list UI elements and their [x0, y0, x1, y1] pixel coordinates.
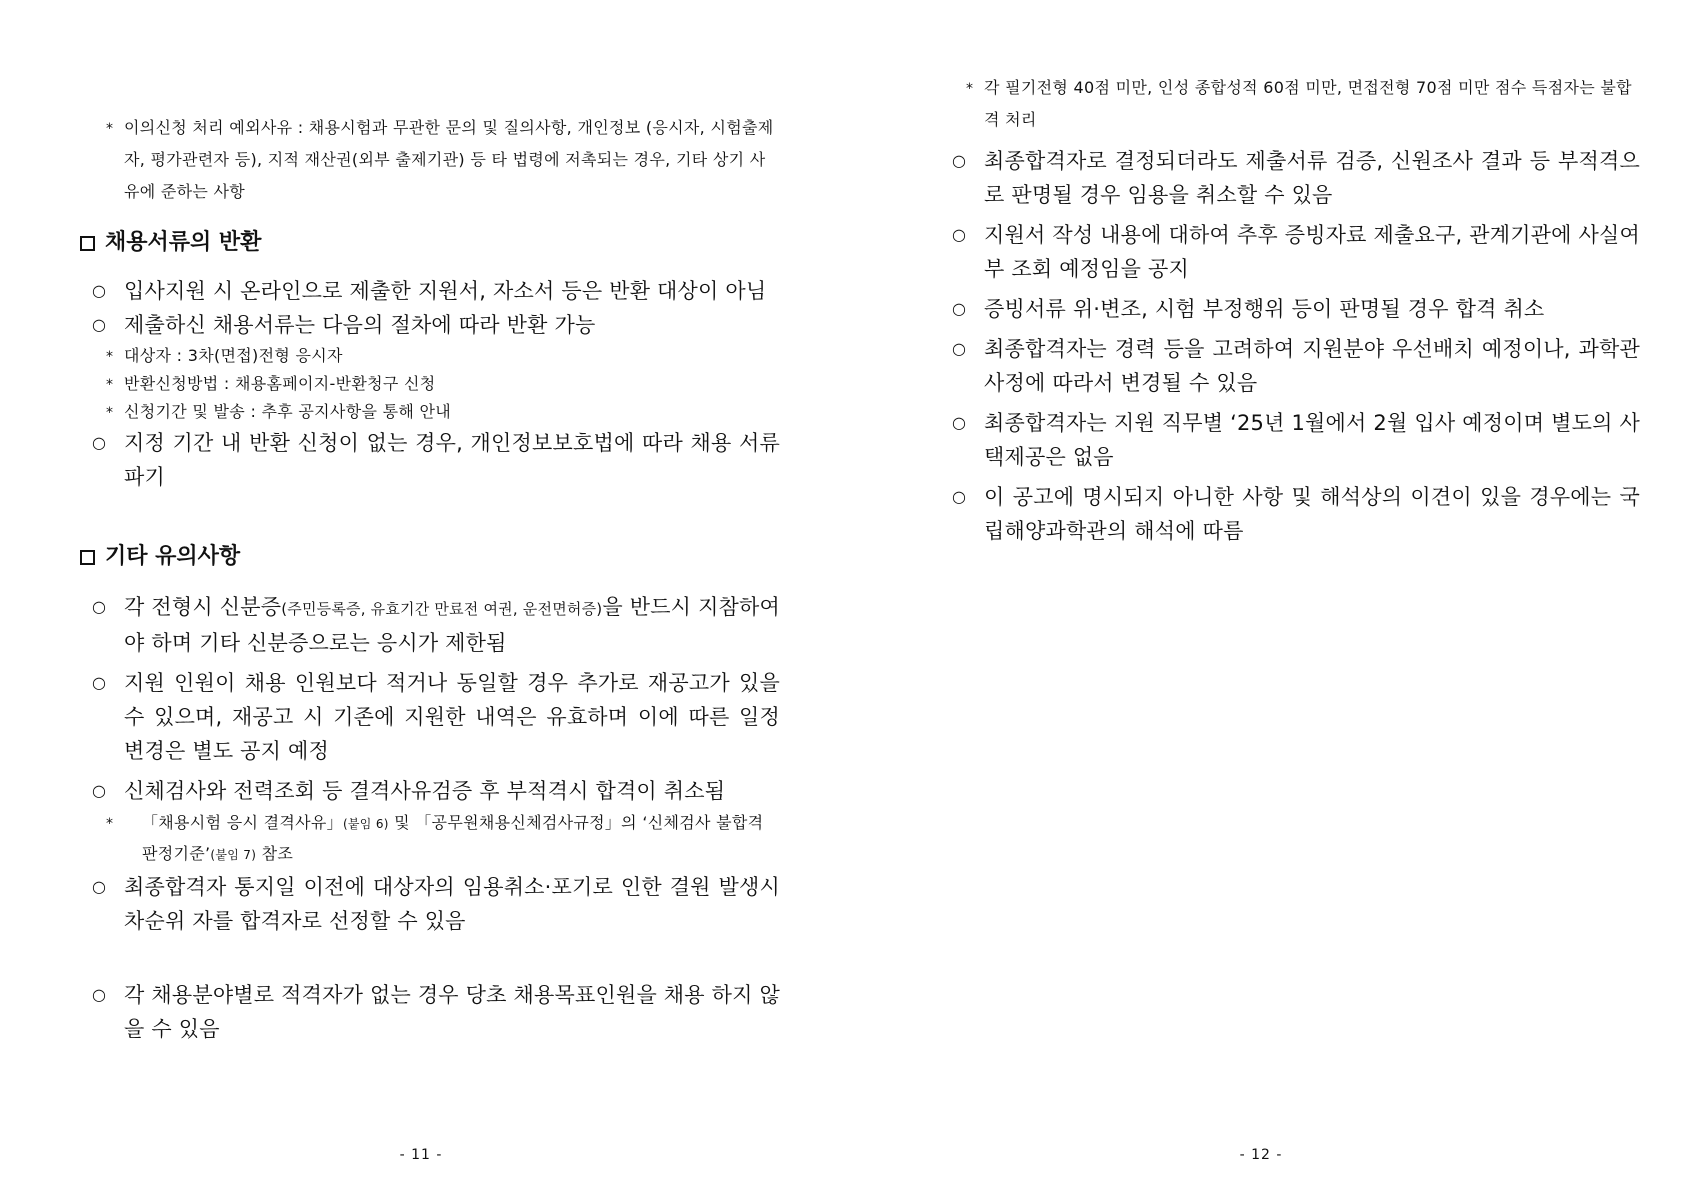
checkbox-square-icon	[80, 550, 95, 565]
circle-bullet-icon: ○	[952, 413, 967, 432]
section-heading-return: 채용서류의 반환	[80, 226, 780, 260]
circle-bullet-icon: ○	[92, 281, 107, 300]
circle-bullet-icon: ○	[92, 597, 107, 616]
sub-note: * 「채용시험 응시 결격사유」(붙임 6) 및 「공무원채용신체검사규정」의 ‘신체검사 불합격 판정기준’(붙임 7) 참조	[80, 808, 780, 870]
list-item: ○ 각 전형시 신분증(주민등록증, 유효기간 만료전 여권, 운전면허증)을 반드시 지참하여야 하며 기타 신분증으로는 응시가 제한됨	[80, 590, 780, 660]
sub-note: * 신청기간 및 발송 : 추후 공지사항을 통해 안내	[80, 398, 780, 426]
page-right	[841, 0, 1682, 1190]
list-item: ○ 지원 인원이 채용 인원보다 적거나 동일할 경우 추가로 재공고가 있을 수 있으며, 재공고 시 기존에 지원한 내역은 유효하며 이에 따른 일정 변경은 별도 공지 예정	[80, 666, 780, 768]
note-marker: *	[106, 377, 114, 393]
left-content	[80, 112, 780, 1052]
circle-bullet-icon: ○	[952, 299, 967, 318]
list-item: ○ 입사지원 시 온라인으로 제출한 지원서, 자소서 등은 반환 대상이 아님	[80, 274, 780, 308]
circle-bullet-icon: ○	[92, 315, 107, 334]
list-item: ○ 최종합격자로 결정되더라도 제출서류 검증, 신원조사 결과 등 부적격으로 판명될 경우 임용을 취소할 수 있음	[940, 144, 1640, 212]
right-content	[940, 72, 1640, 554]
checkbox-square-icon	[80, 236, 95, 251]
page-number: - 11 -	[399, 1147, 443, 1163]
circle-bullet-icon: ○	[952, 487, 967, 506]
note-marker: *	[106, 349, 114, 365]
fail-criteria-note: * 각 필기전형 40점 미만, 인성 종합성적 60점 미만, 면접전형 70점 미만 점수 득점자는 불합격 처리	[940, 72, 1640, 136]
sub-note: * 반환신청방법 : 채용홈페이지-반환청구 신청	[80, 370, 780, 398]
list-item: ○ 최종합격자 통지일 이전에 대상자의 임용취소·포기로 인한 결원 발생시 차순위 자를 합격자로 선정할 수 있음	[80, 870, 780, 938]
circle-bullet-icon: ○	[92, 433, 107, 452]
list-item: ○ 제출하신 채용서류는 다음의 절차에 따라 반환 가능	[80, 308, 780, 342]
list-item: ○ 신체검사와 전력조회 등 결격사유검증 후 부적격시 합격이 취소됨	[80, 774, 780, 808]
circle-bullet-icon: ○	[952, 151, 967, 170]
exception-note: * 이의신청 처리 예외사유 : 채용시험과 무관한 문의 및 질의사항, 개인정보 (응시자, 시험출제자, 평가관련자 등), 지적 재산권(외부 출제기관) 등 타 법령에 저촉되는 경우, 기타 상기 사유에 준하는 사항	[80, 112, 780, 208]
list-item: ○ 지정 기간 내 반환 신청이 없는 경우, 개인정보보호법에 따라 채용 서류 파기	[80, 426, 780, 494]
section-heading-notes: 기타 유의사항	[80, 540, 780, 574]
list-item: ○ 이 공고에 명시되지 아니한 사항 및 해석상의 이견이 있을 경우에는 국립해양과학관의 해석에 따름	[940, 480, 1640, 548]
circle-bullet-icon: ○	[92, 781, 107, 800]
sub-note: * 대상자 : 3차(면접)전형 응시자	[80, 342, 780, 370]
note-marker: *	[106, 121, 114, 137]
circle-bullet-icon: ○	[92, 877, 107, 896]
note-marker: *	[106, 816, 114, 832]
circle-bullet-icon: ○	[952, 225, 967, 244]
list-item: ○ 증빙서류 위·변조, 시험 부정행위 등이 판명될 경우 합격 취소	[940, 292, 1640, 326]
page-number: - 12 -	[1239, 1147, 1283, 1163]
list-item: ○ 최종합격자는 경력 등을 고려하여 지원분야 우선배치 예정이나, 과학관 사정에 따라서 변경될 수 있음	[940, 332, 1640, 400]
circle-bullet-icon: ○	[92, 673, 107, 692]
circle-bullet-icon: ○	[952, 339, 967, 358]
note-marker: *	[106, 405, 114, 421]
list-item: ○ 지원서 작성 내용에 대하여 추후 증빙자료 제출요구, 관계기관에 사실여부 조회 예정임을 공지	[940, 218, 1640, 286]
list-item: ○ 최종합격자는 지원 직무별 ‘25년 1월에서 2월 입사 예정이며 별도의 사택제공은 없음	[940, 406, 1640, 474]
note-marker: *	[966, 81, 974, 97]
list-item: ○ 각 채용분야별로 적격자가 없는 경우 당초 채용목표인원을 채용 하지 않을 수 있음	[80, 978, 780, 1046]
circle-bullet-icon: ○	[92, 985, 107, 1004]
